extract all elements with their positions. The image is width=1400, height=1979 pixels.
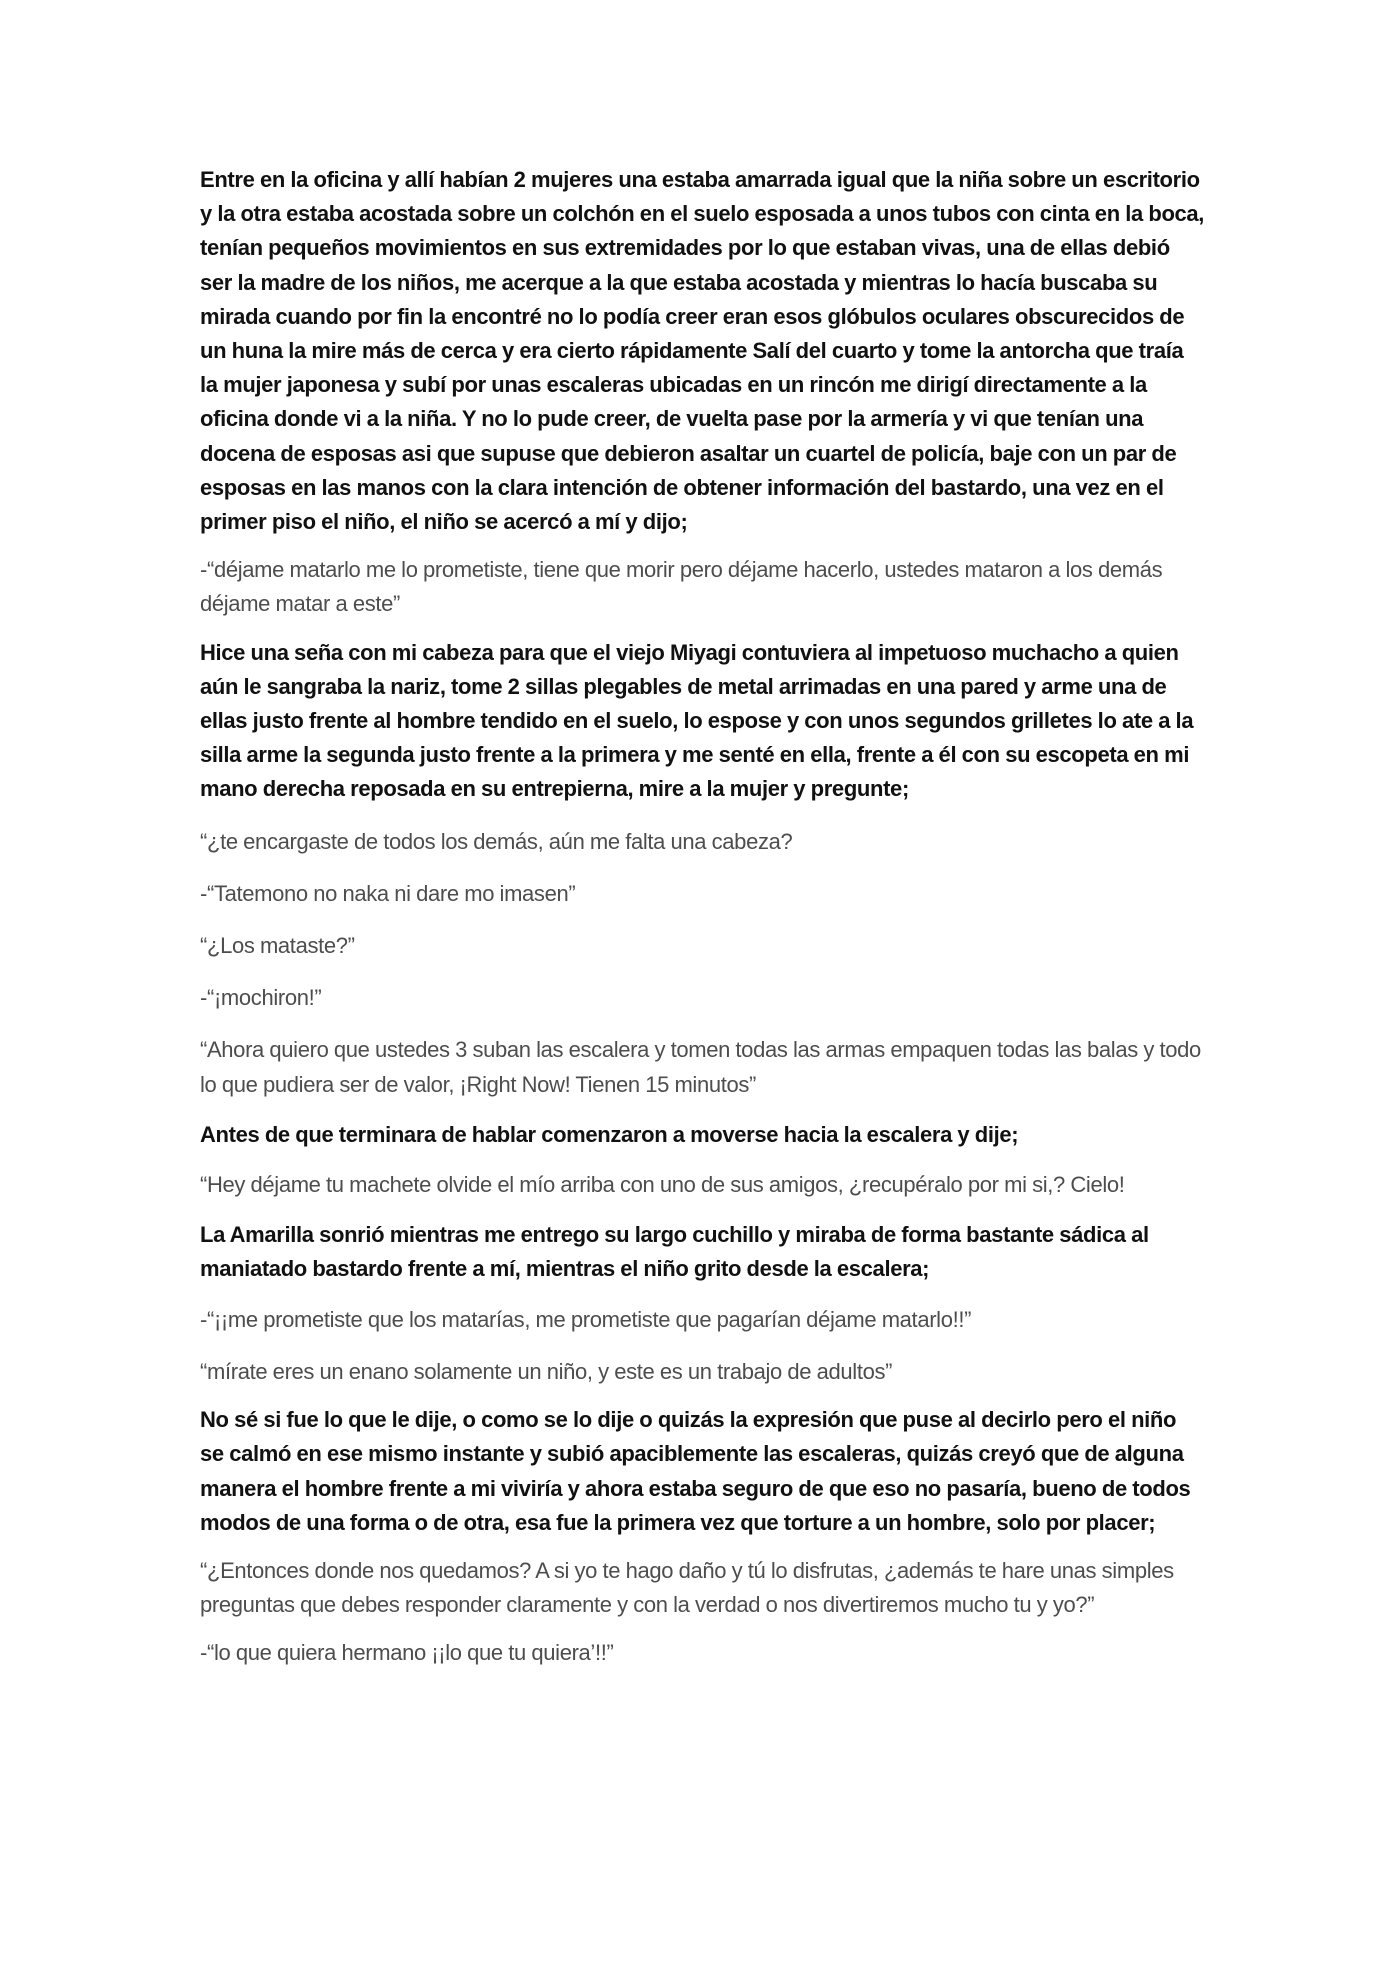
dialogue-line: -“déjame matarlo me lo prometiste, tiene que morir pero déjame hacerlo, ustedes mataron a los demás déjame matar a este” <box>200 557 1163 617</box>
dialogue-line: “mírate eres un enano solamente un niño, y este es un trabajo de adultos” <box>200 1358 893 1384</box>
dialogue-line: -“Tatemono no naka ni dare mo imasen” <box>200 880 576 906</box>
dialogue-line: -“¡¡me prometiste que los matarías, me prometiste que pagarían déjame matarlo!!” <box>200 1306 972 1332</box>
dialogue-line: -“¡mochiron!” <box>200 985 322 1011</box>
dialogue-line: “Hey déjame tu machete olvide el mío arriba con uno de sus amigos, ¿recupéralo por mi si,? Cielo! <box>200 1172 1125 1198</box>
dialogue-line: “Ahora quiero que ustedes 3 suban las escalera y tomen todas las armas empaquen todas las balas y todo lo que pudiera ser de valor, ¡Right Now! Tienen 15 minutos” <box>200 1037 1201 1097</box>
dialogue-line: “¿te encargaste de todos los demás, aún me falta una cabeza? <box>200 828 793 854</box>
narration-paragraph: Antes de que terminara de hablar comenzaron a moverse hacia la escalera y dije; <box>200 1121 1019 1147</box>
narration-paragraph: Hice una seña con mi cabeza para que el viejo Miyagi contuviera al impetuoso muchacho a quien aún le sangraba la nariz, tome 2 sillas plegables de metal arrimadas en una pared y arme una de ellas justo frente al hombre tendido en el suelo, lo espose y con unos segundos grilletes lo ate a la silla arme la segunda justo frente a la primera y me senté en ella, frente a él con su escopeta en mi mano derecha reposada en su entrepierna, mire a la mujer y pregunte; <box>200 639 1194 802</box>
dialogue-line: -“lo que quiera hermano ¡¡lo que tu quiera’!!” <box>200 1640 614 1666</box>
narration-paragraph: La Amarilla sonrió mientras me entrego su largo cuchillo y miraba de forma bastante sádica al maniatado bastardo frente a mí, mientras el niño grito desde la escalera; <box>200 1222 1149 1282</box>
document-body <box>200 163 1205 1671</box>
dialogue-line: “¿Entonces donde nos quedamos? A si yo te hago daño y tú lo disfrutas, ¿además te hare unas simples preguntas que debes responder claramente y con la verdad o nos divertiremos mucho tu y yo?” <box>200 1557 1174 1618</box>
narration-paragraph: No sé si fue lo que le dije, o como se lo dije o quizás la expresión que puse al decirlo pero el niño se calmó en ese mismo instante y subió apaciblemente las escaleras, quizás creyó que de alguna manera el hombre frente a mi viviría y ahora estaba seguro de que eso no pasaría, bueno de todos modos de una forma o de otra, esa fue la primera vez que torture a un hombre, solo por placer; <box>200 1407 1191 1535</box>
narration-paragraph: Entre en la oficina y allí habían 2 mujeres una estaba amarrada igual que la niña sobre un escritorio y la otra estaba acostada sobre un colchón en el suelo esposada a unos tubos con cinta en la boca, tenían pequeños movimientos en sus extremidades por lo que estaban vivas, una de ellas debió ser la madre de los niños, me acerque a la que estaba acostada y mientras lo hacía buscaba su mirada cuando por fin la encontré no lo podía creer eran esos glóbulos oculares obscurecidos de un huna la mire más de cerca y era cierto rápidamente Salí del cuarto y tome la antorcha que traía la mujer japonesa y subí por unas escaleras ubicadas en un rincón me dirigí directamente a la oficina donde vi a la niña. Y no lo pude creer, de vuelta pase por la armería y vi que tenían una docena de esposas asi que supuse que debieron asaltar un cuartel de policía, baje con un par de esposas en las manos con la clara intención de obtener información del bastardo, una vez en el primer piso el niño, el niño se acercó a mí y dijo; <box>200 167 1205 535</box>
dialogue-line: “¿Los mataste?” <box>200 933 355 959</box>
